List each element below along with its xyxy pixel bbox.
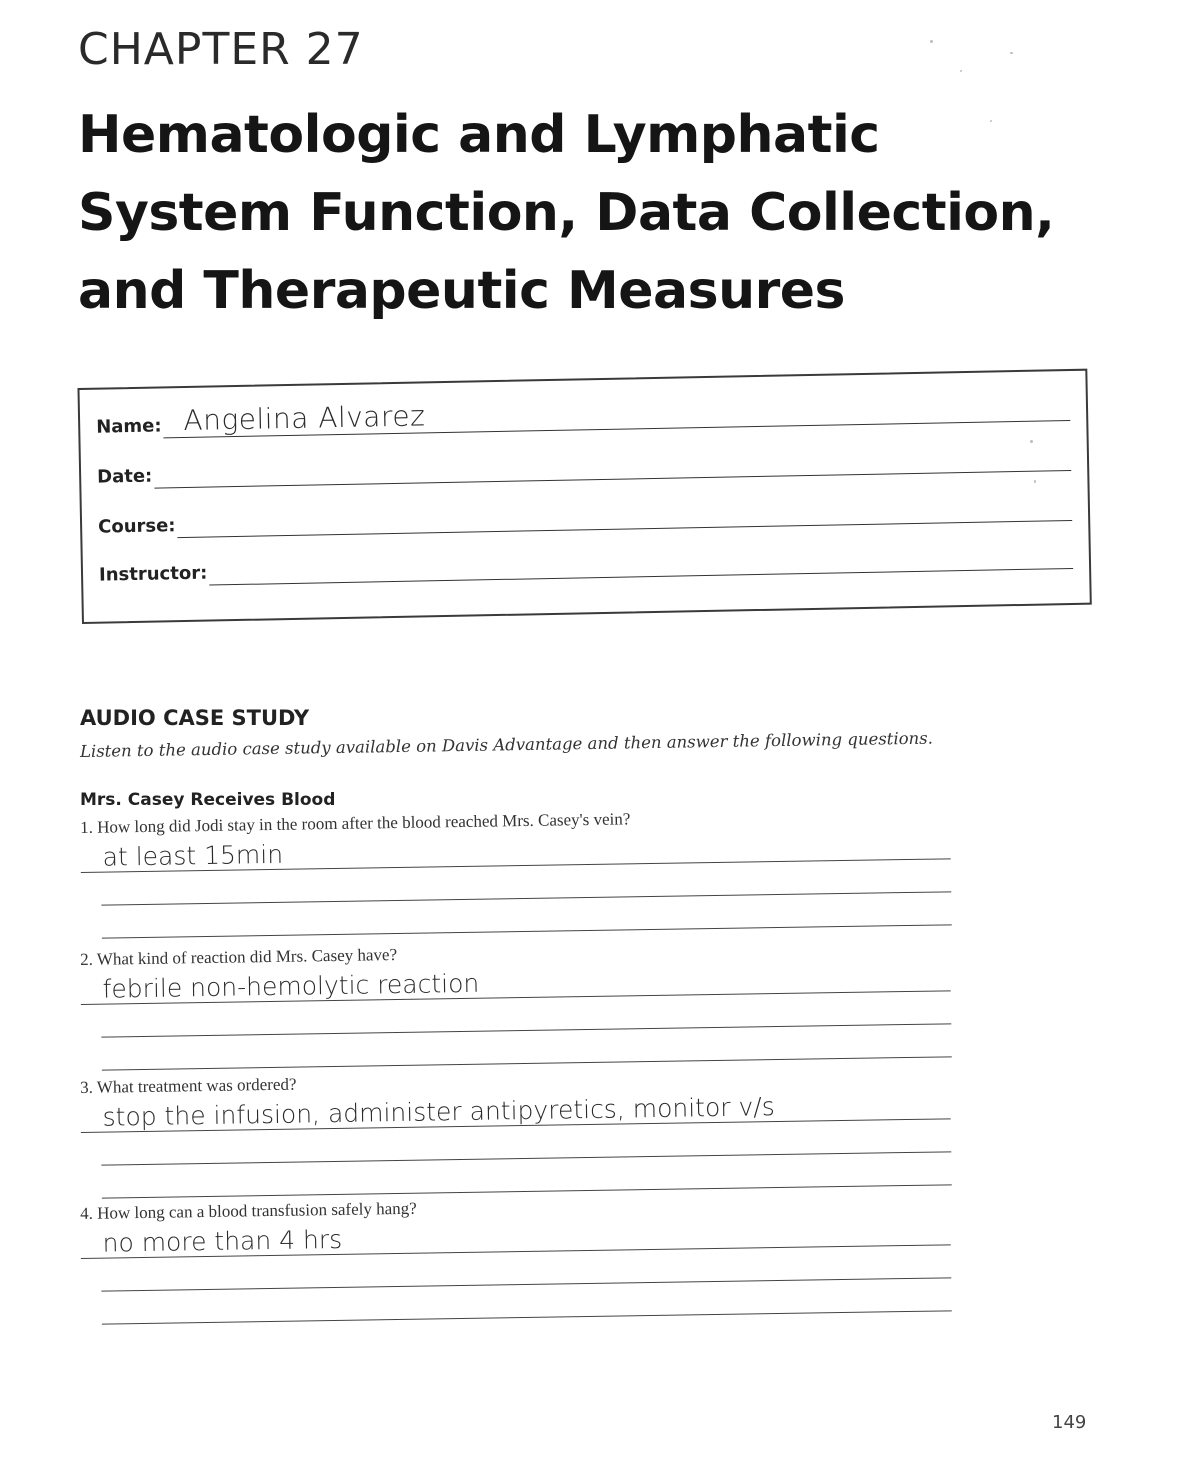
course-field[interactable] [177, 492, 1072, 538]
course-label: Course: [97, 515, 176, 538]
answer-text: no more than 4 hrs [102, 1224, 343, 1258]
answer-text: febrile non-hemolytic reaction [102, 968, 480, 1004]
instructor-label: Instructor: [98, 562, 208, 586]
title-line-3: and Therapeutic Measures [78, 261, 845, 321]
scan-speck [1030, 440, 1033, 443]
date-label: Date: [96, 465, 153, 488]
scan-speck [960, 70, 962, 72]
scan-speck [1010, 52, 1013, 54]
chapter-title [78, 96, 1055, 330]
title-line-2: System Function, Data Collection, [78, 183, 1055, 243]
student-info-box [77, 369, 1091, 624]
instructor-field[interactable] [209, 540, 1073, 586]
name-label: Name: [96, 415, 162, 438]
question-text: 4. How long can a blood transfusion safely hang? [80, 1198, 417, 1223]
instructions-text: Listen to the audio case study available on Davis Advantage and then answer the following questions. [79, 728, 934, 761]
scan-speck [930, 40, 933, 43]
question-text: 1. How long did Jodi stay in the room after the blood reached Mrs. Casey's vein? [80, 809, 631, 837]
title-line-1: Hematologic and Lymphatic [78, 105, 880, 165]
answer-text: stop the infusion, administer antipyretics, monitor v/s [102, 1092, 775, 1132]
instructor-row [99, 539, 1073, 588]
page-number: 149 [1052, 1412, 1087, 1433]
case-title: Mrs. Casey Receives Blood [80, 790, 336, 810]
question-block-1 [80, 804, 952, 939]
name-value: Angelina Alvarez [183, 399, 426, 438]
course-row [98, 491, 1072, 540]
question-block-4 [80, 1190, 952, 1325]
chapter-label: CHAPTER 27 [78, 24, 364, 75]
scan-speck [990, 120, 992, 122]
date-row [97, 441, 1071, 490]
question-block-3 [80, 1064, 952, 1199]
name-field[interactable] [163, 392, 1070, 438]
question-text: 3. What treatment was ordered? [80, 1074, 297, 1097]
answer-text: at least 15min [102, 839, 284, 872]
name-row [96, 391, 1070, 440]
section-title: AUDIO CASE STUDY [80, 706, 310, 730]
question-text: 2. What kind of reaction did Mrs. Casey have? [80, 945, 398, 969]
scan-speck [1034, 480, 1036, 483]
question-block-2 [80, 936, 952, 1071]
date-field[interactable] [154, 442, 1071, 489]
